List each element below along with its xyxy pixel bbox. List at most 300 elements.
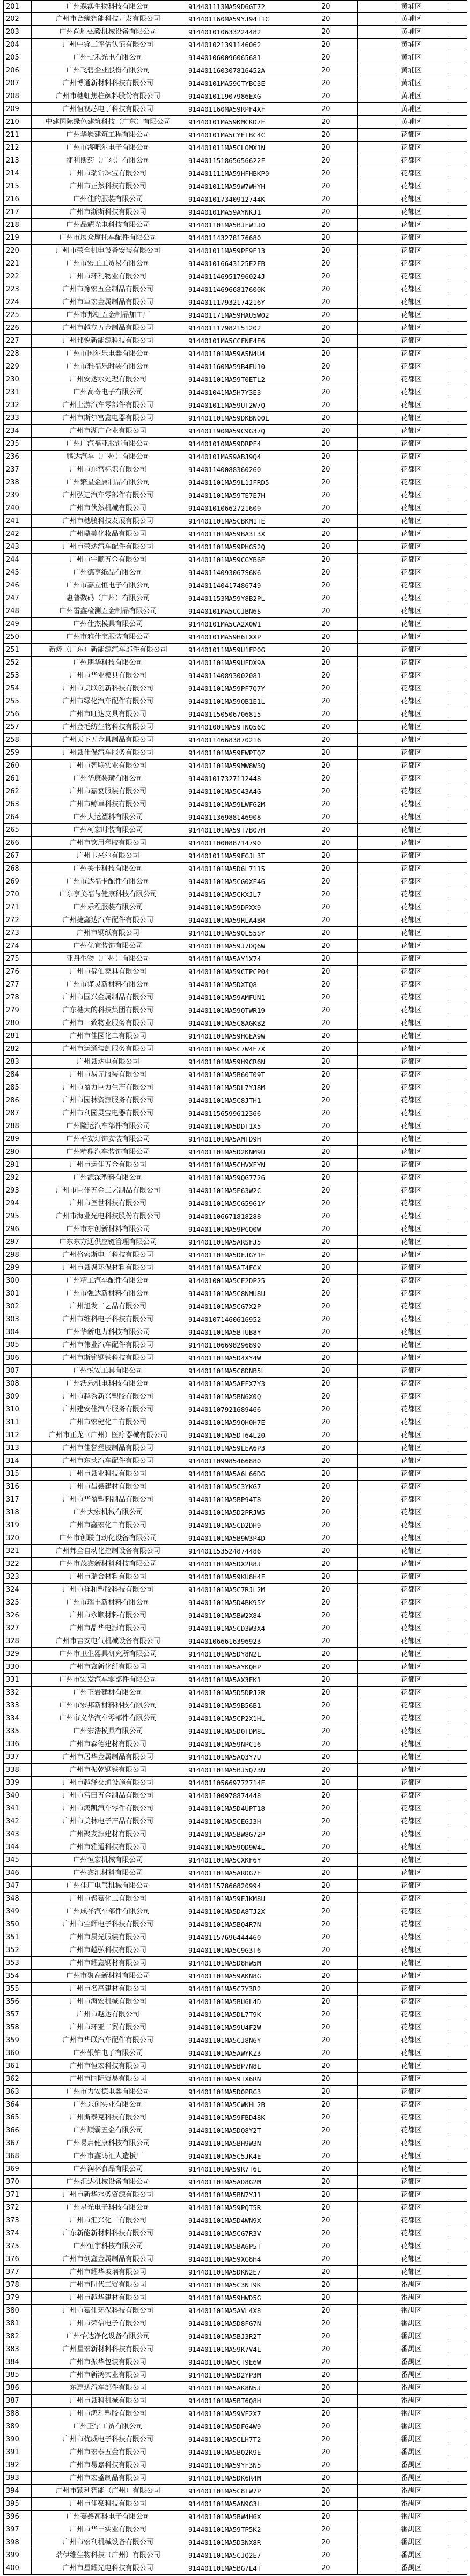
table-row xyxy=(4,863,467,875)
company-name: 广州大宏机械有限公司 xyxy=(32,1506,185,1519)
table-row xyxy=(4,2202,467,2214)
company-name: 广州市雅仕宝服装有限公司 xyxy=(32,631,185,643)
company-name: 广州市聚高新材料有限公司 xyxy=(32,1970,185,1982)
district: 花都区 xyxy=(396,1390,450,1403)
credit-code: 914401101MA5CD3W3X4 xyxy=(185,1622,318,1635)
blank-cell xyxy=(358,399,396,411)
credit-code: 914401101MA5C43A4G xyxy=(185,785,318,798)
district: 花都区 xyxy=(396,1893,450,1905)
district: 番禺区 xyxy=(396,2511,450,2523)
table-row xyxy=(4,1120,467,1133)
quantity: 20 xyxy=(318,2433,358,2446)
credit-code: 914401157696444460 xyxy=(185,1931,318,1944)
district: 花都区 xyxy=(396,515,450,527)
quantity: 20 xyxy=(318,1081,358,1094)
row-number: 369 xyxy=(4,2163,32,2175)
credit-code: 914401101MA5D8HW5M xyxy=(185,1957,318,1969)
district: 花都区 xyxy=(396,978,450,991)
district: 花都区 xyxy=(396,2111,450,2124)
row-number: 360 xyxy=(4,2047,32,2059)
row-number: 397 xyxy=(4,2523,32,2536)
row-number: 207 xyxy=(4,77,32,90)
blank-cell xyxy=(358,2330,396,2343)
quantity: 20 xyxy=(318,283,358,296)
credit-code: 914401101MA59CGYB6E xyxy=(185,554,318,566)
row-number: 287 xyxy=(4,1107,32,1120)
company-name: 广州市达福卡配件有限公司 xyxy=(32,875,185,888)
company-name: 广州市卓宏金属制品有限公司 xyxy=(32,296,185,308)
district: 花都区 xyxy=(396,1365,450,1377)
company-name: 广州鑫达电有限公司 xyxy=(32,1056,185,1068)
quantity: 20 xyxy=(318,335,358,347)
credit-code: 914401100088714790 xyxy=(185,837,318,849)
table-row xyxy=(4,1004,467,1017)
company-name: 广州星光电子科技有限公司 xyxy=(32,2202,185,2214)
table-row xyxy=(4,1699,467,1712)
credit-code: 914401011MA59U1FP0G xyxy=(185,644,318,656)
table-row xyxy=(4,1931,467,1944)
row-number: 305 xyxy=(4,1339,32,1351)
blank-cell xyxy=(358,386,396,399)
blank-cell xyxy=(358,1957,396,1969)
blank-cell xyxy=(358,1069,396,1081)
quantity: 20 xyxy=(318,1184,358,1197)
row-number: 386 xyxy=(4,2382,32,2394)
blank-cell xyxy=(358,1081,396,1094)
quantity: 20 xyxy=(318,1983,358,1995)
table-row xyxy=(4,103,467,116)
blank-cell xyxy=(358,2485,396,2497)
table-row xyxy=(4,927,467,940)
company-name: 广州佳的服装有限公司 xyxy=(32,193,185,205)
company-name: 广州尚胜弘毅机械设备有限公司 xyxy=(32,26,185,38)
company-name: 广州市东创新材料有限公司 xyxy=(32,1223,185,1235)
credit-code: 914401140417486749 xyxy=(185,579,318,592)
table-row xyxy=(4,2124,467,2137)
table-row xyxy=(4,2137,467,2150)
district: 花都区 xyxy=(396,1983,450,1995)
table-row xyxy=(4,1841,467,1854)
company-name: 广州捷鑫达汽车配件有限公司 xyxy=(32,914,185,926)
quantity: 20 xyxy=(318,2163,358,2175)
row-number: 380 xyxy=(4,2305,32,2317)
table-row xyxy=(4,824,467,837)
row-number: 348 xyxy=(4,1893,32,1905)
credit-code: 914401111MA59HFHBKP0 xyxy=(185,167,318,180)
district: 花都区 xyxy=(396,1069,450,1081)
table-row xyxy=(4,13,467,26)
credit-code: 914401101MA5CLH7T2 xyxy=(185,2433,318,2446)
company-name: 广州乐程服装有限公司 xyxy=(32,901,185,914)
table-row xyxy=(4,257,467,270)
quantity: 20 xyxy=(318,721,358,733)
company-name: 广州精工汽车配件有限公司 xyxy=(32,1275,185,1287)
blank-cell xyxy=(358,618,396,630)
table-row xyxy=(4,283,467,296)
company-name: 广州市恒宏科技有限公司 xyxy=(32,2060,185,2072)
company-name: 广州市昌鑫建材有限公司 xyxy=(32,1481,185,1493)
district: 花都区 xyxy=(396,296,450,308)
company-name: 广州品耀光电科技有限公司 xyxy=(32,219,185,231)
quantity: 20 xyxy=(318,1017,358,1029)
blank-cell xyxy=(358,2124,396,2137)
credit-code: 914401101MA59HWD5G xyxy=(185,2292,318,2304)
quantity: 20 xyxy=(318,914,358,926)
credit-code: 914401101MA5CG59G1Y xyxy=(185,1197,318,1210)
company-name: 广州市振乾钢铁有限公司 xyxy=(32,1764,185,1776)
credit-code: 914401010633224482 xyxy=(185,26,318,38)
row-number: 346 xyxy=(4,1867,32,1879)
quantity: 20 xyxy=(318,2137,358,2150)
quantity: 20 xyxy=(318,2459,358,2471)
quantity: 20 xyxy=(318,978,358,991)
blank-cell xyxy=(358,863,396,875)
quantity: 20 xyxy=(318,2446,358,2459)
blank-cell xyxy=(358,1893,396,1905)
quantity: 20 xyxy=(318,953,358,965)
blank-cell xyxy=(358,2034,396,2047)
row-number: 354 xyxy=(4,1970,32,1982)
table-row xyxy=(4,2034,467,2047)
quantity: 20 xyxy=(318,257,358,270)
quantity: 20 xyxy=(318,541,358,553)
row-number: 364 xyxy=(4,2099,32,2111)
company-name: 广州市正然科技有限公司 xyxy=(32,180,185,193)
table-row xyxy=(4,695,467,708)
credit-code: 914401011MA59FGJL3T xyxy=(185,850,318,862)
table-row xyxy=(4,0,467,13)
credit-code: 914401101MA5DFJGY1E xyxy=(185,1249,318,1261)
blank-cell xyxy=(358,1300,396,1313)
blank-cell xyxy=(358,2433,396,2446)
table-row xyxy=(4,1648,467,1661)
company-name: 广州邦悦新能源科技有限公司 xyxy=(32,335,185,347)
table-row xyxy=(4,734,467,747)
district: 花都区 xyxy=(396,1300,450,1313)
district: 番禺区 xyxy=(396,2343,450,2356)
row-number: 234 xyxy=(4,425,32,437)
district: 花都区 xyxy=(396,1931,450,1944)
quantity: 20 xyxy=(318,1699,358,1712)
quantity: 20 xyxy=(318,193,358,205)
table-row xyxy=(4,1519,467,1532)
company-name: 广东东方通供应链管理有限公司 xyxy=(32,1236,185,1248)
district: 花都区 xyxy=(396,373,450,386)
quantity: 20 xyxy=(318,798,358,811)
quantity: 20 xyxy=(318,2060,358,2072)
blank-cell xyxy=(358,1699,396,1712)
row-number: 292 xyxy=(4,1172,32,1184)
company-name: 广州市湖广企业有限公司 xyxy=(32,425,185,437)
quantity: 20 xyxy=(318,2498,358,2510)
credit-code: 914401101MA5AN9G3L xyxy=(185,2498,318,2510)
row-number: 370 xyxy=(4,2176,32,2188)
quantity: 20 xyxy=(318,296,358,308)
district: 花都区 xyxy=(396,1326,450,1338)
quantity: 20 xyxy=(318,2240,358,2253)
blank-cell xyxy=(358,142,396,154)
table-row xyxy=(4,991,467,1004)
blank-cell xyxy=(358,528,396,540)
table-row xyxy=(4,631,467,644)
quantity: 20 xyxy=(318,1249,358,1261)
district: 花都区 xyxy=(396,1429,450,1441)
district: 花都区 xyxy=(396,1751,450,1763)
credit-code: 914401101MA5D0PRG3 xyxy=(185,2086,318,2098)
district: 花都区 xyxy=(396,837,450,849)
blank-cell xyxy=(358,1970,396,1982)
company-name: 广州市汇兴化工有限公司 xyxy=(32,2214,185,2227)
credit-code: 914401101MA59QB1E1L xyxy=(185,695,318,708)
blank-cell xyxy=(358,888,396,901)
blank-cell xyxy=(358,1481,396,1493)
company-name: 广州嘉鑫高科电子有限公司 xyxy=(32,2511,185,2523)
row-number: 274 xyxy=(4,940,32,952)
blank-cell xyxy=(358,2189,396,2201)
credit-code: 914401101MA5ARSFJ5 xyxy=(185,1236,318,1248)
blank-cell xyxy=(358,2099,396,2111)
table-row xyxy=(4,2317,467,2330)
district: 花都区 xyxy=(396,1313,450,1326)
district: 花都区 xyxy=(396,1699,450,1712)
district: 花都区 xyxy=(396,1777,450,1789)
table-row xyxy=(4,2240,467,2253)
row-number: 211 xyxy=(4,129,32,141)
table-row xyxy=(4,1828,467,1841)
district: 花都区 xyxy=(396,554,450,566)
row-number: 314 xyxy=(4,1455,32,1467)
district: 花都区 xyxy=(396,1996,450,2008)
row-number: 217 xyxy=(4,206,32,218)
company-name: 广州市钢纸有限公司 xyxy=(32,927,185,939)
row-number: 330 xyxy=(4,1661,32,1673)
blank-cell xyxy=(358,2420,396,2433)
company-name: 广州市海业光电科技股份有限公司 xyxy=(32,1210,185,1223)
quantity: 20 xyxy=(318,1056,358,1068)
table-row xyxy=(4,1725,467,1738)
blank-cell xyxy=(358,927,396,939)
blank-cell xyxy=(358,103,396,115)
blank-cell xyxy=(358,1172,396,1184)
blank-cell xyxy=(358,1107,396,1120)
company-name: 广州市美林电子产品有限公司 xyxy=(32,1815,185,1828)
blank-cell xyxy=(358,785,396,798)
row-number: 272 xyxy=(4,914,32,926)
table-row xyxy=(4,644,467,657)
row-number: 273 xyxy=(4,927,32,939)
quantity: 20 xyxy=(318,1442,358,1454)
credit-code: 914401101MA59R7T6L xyxy=(185,2163,318,2175)
table-row xyxy=(4,888,467,901)
credit-code: 914401101MA5BU6L4D xyxy=(185,1996,318,2008)
quantity: 20 xyxy=(318,451,358,463)
row-number: 284 xyxy=(4,1069,32,1081)
table-row xyxy=(4,1030,467,1043)
row-number: 345 xyxy=(4,1854,32,1866)
row-number: 394 xyxy=(4,2485,32,2497)
company-name: 东惠达汽车部件有限公司 xyxy=(32,2382,185,2394)
quantity: 20 xyxy=(318,1481,358,1493)
row-number: 208 xyxy=(4,90,32,102)
row-number: 222 xyxy=(4,270,32,283)
table-row xyxy=(4,451,467,463)
credit-code: 914401101MA5DKN2E7 xyxy=(185,2266,318,2278)
table-row xyxy=(4,2111,467,2124)
company-name: 广州佳厂电气机械有限公司 xyxy=(32,1880,185,1892)
company-name: 广州市瑞丰新材料有限公司 xyxy=(32,1596,185,1609)
credit-code: 914401101MA5AX3EK1 xyxy=(185,1674,318,1686)
district: 黄埔区 xyxy=(396,1,450,12)
blank-cell xyxy=(358,373,396,386)
credit-code: 914401101MA5BN7YJ1 xyxy=(185,2189,318,2201)
quantity: 20 xyxy=(318,1352,358,1364)
quantity: 20 xyxy=(318,888,358,901)
district: 花都区 xyxy=(396,682,450,695)
district: 花都区 xyxy=(396,1094,450,1107)
company-name: 广州怡达净化设备有限公司 xyxy=(32,2330,185,2343)
blank-cell xyxy=(358,708,396,720)
table-row xyxy=(4,1017,467,1030)
blank-cell xyxy=(358,579,396,592)
quantity: 20 xyxy=(318,515,358,527)
row-number: 326 xyxy=(4,1609,32,1622)
quantity: 20 xyxy=(318,309,358,321)
row-number: 396 xyxy=(4,2511,32,2523)
row-number: 270 xyxy=(4,888,32,901)
row-number: 335 xyxy=(4,1725,32,1738)
district: 黄埔区 xyxy=(396,39,450,51)
credit-code: 914401101MA5CEGJ3H xyxy=(185,1815,318,1828)
quantity: 20 xyxy=(318,824,358,836)
district: 花都区 xyxy=(396,2240,450,2253)
row-number: 392 xyxy=(4,2459,32,2471)
blank-cell xyxy=(358,438,396,450)
blank-cell xyxy=(358,1506,396,1519)
quantity: 20 xyxy=(318,1197,358,1210)
company-name: 广州市荣达汽车配件有限公司 xyxy=(32,541,185,553)
row-number: 293 xyxy=(4,1184,32,1197)
quantity: 20 xyxy=(318,528,358,540)
company-name: 广州市鲸卓科技有限公司 xyxy=(32,798,185,811)
company-name: 广州鑫汇材料有限公司 xyxy=(32,1867,185,1879)
credit-code: 914401101MA59QH0H7E xyxy=(185,1416,318,1429)
company-name: 广州市森德建材有限公司 xyxy=(32,1738,185,1750)
company-name: 广州市谨灵新材料有限公司 xyxy=(32,978,185,991)
company-name: 广州汇达机械设备有限公司 xyxy=(32,2176,185,2188)
row-number: 269 xyxy=(4,875,32,888)
quantity: 20 xyxy=(318,2562,358,2574)
quantity: 20 xyxy=(318,1777,358,1789)
table-row xyxy=(4,1300,467,1313)
credit-code: 914401101MA59NPC16 xyxy=(185,1738,318,1750)
blank-cell xyxy=(358,2498,396,2510)
district: 花都区 xyxy=(396,219,450,231)
blank-cell xyxy=(358,13,396,25)
row-number: 203 xyxy=(4,26,32,38)
quantity: 20 xyxy=(318,270,358,283)
quantity: 20 xyxy=(318,1622,358,1635)
quantity: 20 xyxy=(318,785,358,798)
row-number: 233 xyxy=(4,412,32,424)
table-row xyxy=(4,1146,467,1159)
credit-code: 914401101MA5AEFX7Y3 xyxy=(185,1378,318,1390)
district: 黄埔区 xyxy=(396,64,450,77)
quantity: 20 xyxy=(318,1893,358,1905)
district: 花都区 xyxy=(396,798,450,811)
company-name: 广州正宇工贸有限公司 xyxy=(32,2420,185,2433)
company-name: 广州市利园灵宝电器有限公司 xyxy=(32,1107,185,1120)
table-row xyxy=(4,348,467,360)
credit-code: 914401101MA59BA3T3X xyxy=(185,528,318,540)
credit-code: 914401101MA5D3NX8R xyxy=(185,2536,318,2549)
company-name: 广州市嘉宴服装有限公司 xyxy=(32,785,185,798)
table-row xyxy=(4,2073,467,2086)
quantity: 20 xyxy=(318,1146,358,1158)
credit-code: 914401101MA590L55SY xyxy=(185,927,318,939)
credit-code: 914401101MA5BW4H6X xyxy=(185,2511,318,2523)
quantity: 20 xyxy=(318,1429,358,1441)
blank-cell xyxy=(358,914,396,926)
company-name: 广州高奇电子有限公司 xyxy=(32,386,185,399)
district: 花都区 xyxy=(396,747,450,759)
row-number: 218 xyxy=(4,219,32,231)
quantity: 20 xyxy=(318,1287,358,1300)
credit-code: 914401101MA59VF2X7 xyxy=(185,2408,318,2420)
district: 花都区 xyxy=(396,1081,450,1094)
blank-cell xyxy=(358,1790,396,1802)
district: 花都区 xyxy=(396,1287,450,1300)
quantity: 20 xyxy=(318,579,358,592)
blank-cell xyxy=(358,1120,396,1132)
credit-code: 91440101MA59H6TXXP xyxy=(185,631,318,643)
district: 花都区 xyxy=(396,489,450,502)
row-number: 263 xyxy=(4,798,32,811)
quantity: 20 xyxy=(318,940,358,952)
row-number: 315 xyxy=(4,1468,32,1480)
blank-cell xyxy=(358,348,396,360)
quantity: 20 xyxy=(318,1326,358,1338)
table-row xyxy=(4,566,467,579)
credit-code: 914401101MA5C8NMU8U xyxy=(185,1287,318,1300)
district: 花都区 xyxy=(396,940,450,952)
blank-cell xyxy=(358,1236,396,1248)
district: 花都区 xyxy=(396,1584,450,1596)
company-name: 广州市雅福乐时装有限公司 xyxy=(32,360,185,373)
quantity: 20 xyxy=(318,875,358,888)
table-row xyxy=(4,1493,467,1506)
table-row xyxy=(4,1802,467,1815)
row-number: 388 xyxy=(4,2408,32,2420)
company-name: 广州市卫生器具研究所有限公司 xyxy=(32,1648,185,1660)
district: 花都区 xyxy=(396,1481,450,1493)
blank-cell xyxy=(358,554,396,566)
credit-code: 914401101MA59HGEA9W xyxy=(185,1030,318,1042)
district: 黄埔区 xyxy=(396,77,450,90)
blank-cell xyxy=(358,566,396,579)
credit-code: 914401101MA5BN6X0Q xyxy=(185,1390,318,1403)
row-number: 371 xyxy=(4,2189,32,2201)
credit-code: 914401101MA59UFDX9A xyxy=(185,657,318,669)
quantity: 20 xyxy=(318,1596,358,1609)
quantity: 20 xyxy=(318,2485,358,2497)
company-name: 广州恒宏机械有限公司 xyxy=(32,1854,185,1866)
quantity: 20 xyxy=(318,2395,358,2407)
district: 花都区 xyxy=(396,180,450,193)
district: 花都区 xyxy=(396,2008,450,2021)
district: 花都区 xyxy=(396,1043,450,1055)
table-row xyxy=(4,1172,467,1184)
blank-cell xyxy=(358,116,396,128)
